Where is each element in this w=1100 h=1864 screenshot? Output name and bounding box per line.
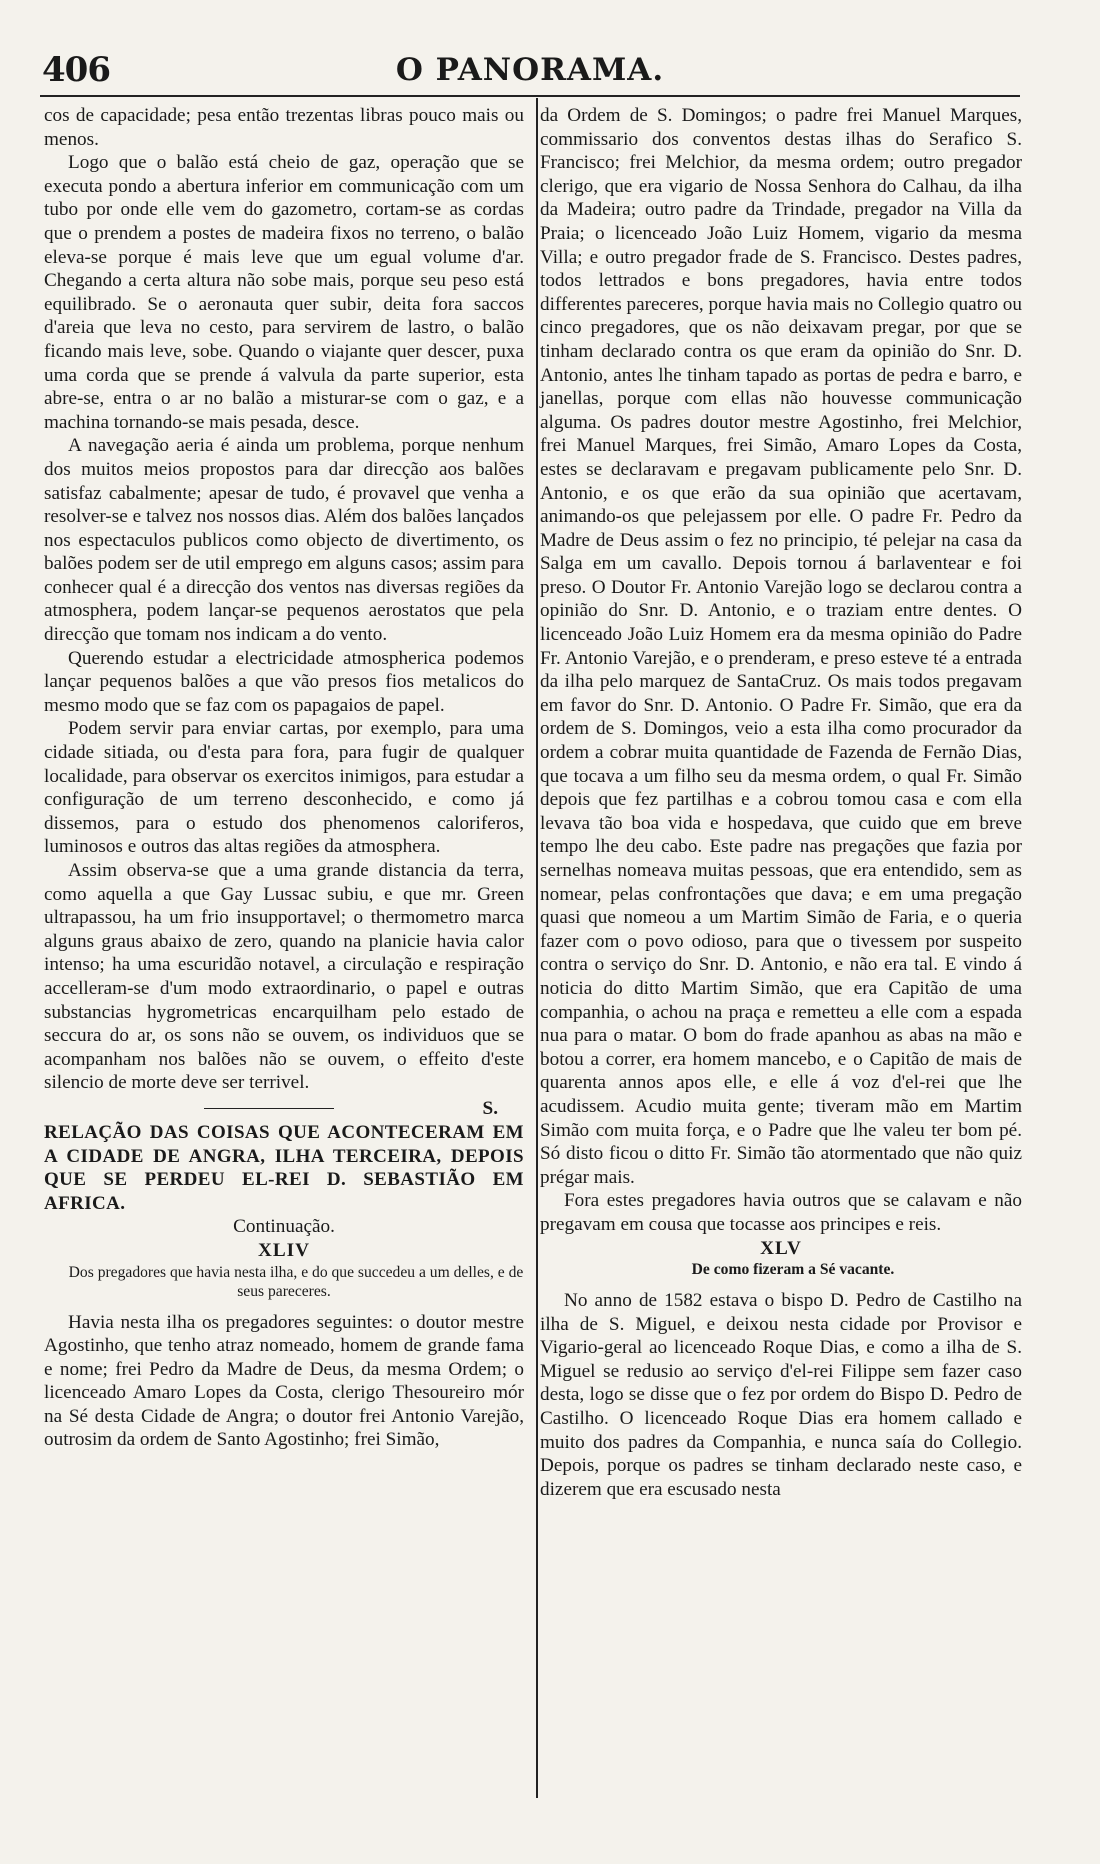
section-title: RELAÇÃO DAS COISAS QUE ACONTECERAM EM A CIDADE DE ANGRA, ILHA TERCEIRA, DEPOIS QUE SE PERDEU EL-REI D. SEBASTIÃO EM AFRICA.	[44, 1121, 524, 1214]
article-signature: S.	[482, 1098, 498, 1120]
chapter-number-xlv: XLV	[760, 1237, 802, 1259]
page-header	[40, 50, 1020, 96]
continuation-note: Continuação.	[233, 1216, 335, 1238]
paragraph: Querendo estudar a electricidade atmospherica podemos lançar pequenos balões a que vão presos fios metalicos do mesmo modo que se faz com os papagaios de papel.	[44, 647, 524, 716]
paragraph: Havia nesta ilha os pregadores seguintes: o doutor mestre Agostinho, que tenho atraz nomeado, homem de grande fama e nome; frei Pedro da Madre de Deus, da mesma Ordem; o licenceado Amaro Lopes da Costa, clerigo Thesoureiro mór na Sé desta Cidade de Angra; o doutor frei Antonio Varejão, outrosim da ordem de Santo Agostinho; frei Simão,	[44, 1311, 524, 1451]
paragraph: Logo que o balão está cheio de gaz, operação que se executa pondo a abertura inferior em communicação com um tubo por onde elle vem do gazometro, cortam-se as cordas que o prendem a postes de madeira fixos no terreno, o balão eleva-se porque é mais leve que um egual volume d'ar. Chegando a certa altura não sobe mais, porque seu peso está equilibrado. Se o aeronauta quer subir, deita fora saccos d'areia que leva no cesto, para servirem de lastro, o balão ficando mais leve, sobe. Quando o viajante quer descer, puxa uma corda que se prende á valvula da parte superior, esta abre-se, entra o ar no balão a misturar-se com o gaz, e a machina tornando-se mais pesada, desce.	[44, 152, 524, 433]
masthead-title: O PANORAMA.	[395, 52, 665, 88]
paragraph: No anno de 1582 estava o bispo D. Pedro de Castilho na ilha de S. Miguel, e deixou nesta cidade por Provisor e Vigario-geral ao licenceado Roque Dias, e como a ilha de S. Miguel se redusio ao serviço d'el-rei Filippe sem fazer caso desta, logo se disse que o fez por ordem do Bispo D. Pedro de Castilho. O licenceado Roque Dias era homem callado e muito dos padres da Companhia, e nunca saía do Collegio. Depois, porque os padres se tinham declarado neste caso, e dizerem que era escusado nesta	[540, 1290, 1022, 1500]
signature-rule	[204, 1108, 334, 1109]
right-column	[540, 104, 1022, 1501]
spacer	[540, 1279, 1022, 1289]
header-rule	[40, 95, 1020, 97]
paragraph: Assim observa-se que a uma grande distancia da terra, como aquella a que Gay Lussac subiu, e que mr. Green ultrapassou, ha um frio insupportavel; o thermometro marca alguns graus abaixo de zero, quando na planicie havia calor intenso; ha uma escuridão notavel, a circulação e respiração accelleram-se d'um modo extraordinario, o papel e outras substancias hygrometricas encarquilham pelo estado de seccura do ar, os sons não se ouvem, os individuos que se acompanham nos balões não se ouvem, o effeito d'este silencio de morte deve ser terrivel.	[44, 860, 524, 1094]
paragraph: da Ordem de S. Domingos; o padre frei Manuel Marques, commissario dos conventos destas ilhas do Serafico S. Francisco; frei Melchior, da mesma ordem; outro pregador clerigo, que era vigario de Nossa Senhora do Calhau, da ilha da Madeira; outro padre da Trindade, pregador na Villa da Praia; o licenceado João Luiz Homem, vigario da mesma Villa; e outro pregador frade de S. Francisco. Destes padres, todos lettrados e bons pregadores, havia entre todos differentes pareceres, porque havia mais no Collegio quatro ou cinco pregadores, que os não deixavam pregar, por que se tinham declarado contra os que eram da opinião do Snr. D. Antonio, antes lhe tinham tapado as portas de pedra e barro, e janellas, porque com ellas não houvesse communicação alguma. Os padres doutor mestre Agostinho, frei Melchior, frei Manuel Marques, frei Simão, Amaro Lopes da Costa, estes se declaravam e pregavam publicamente pelo Snr. D. Antonio, e os que erão da sua opinião que acertavam, animando-os que pelejassem por elle. O padre Fr. Pedro da Madre de Deus assim o fez no principio, té pelejar na casa da Salga em um cavallo. Depois tornou á barlaventear e foi preso. O Doutor Fr. Antonio Varejão logo se declarou contra a opinião do Snr. D. Antonio, e o traziam entre dentes. O licenceado João Luiz Homem era da mesma opinião do Padre Fr. Antonio Varejão, e o prenderam, e preso esteve té a entrada da ilha pelo marquez de SantaCruz. Os mais todos pregavam em favor do Snr. D. Antonio. O Padre Fr. Simão, que era da ordem de S. Domingos, veio a esta ilha como procurador da ordem a cobrar muita quantidade de Fazenda de Fernão Dias, que tocava a um filho seu da mesma ordem, o qual Fr. Simão depois que fez partilhas e a cobrou tomou casa e com ella levava tão boa vida e hospedava, que cuido que em breve tempo lhe deu cabo. Este padre nas pregações que fazia por sernelhas nomeava muitas pessoas, que era entendido, sem as nomear, pelas confrontações que dava; e em uma pregação quasi que nomeou a um Martim Simão de Faria, e o queria fazer com o povo odioso, para que o tivessem por suspeito contra o serviço do Snr. D. Antonio, e não era tal. E vindo á noticia do ditto Martim Simão, que era Capitão de uma companhia, o achou na praça e remetteu a elle com a espada nua para o matar. O bom do frade apanhou as abas na mão e botou a correr, era homem mancebo, e o Capitão de mais de quarenta annos apos elle, e elle á voz d'el-rei que lhe acudissem. Acudio muita gente; tiveram mão em Martim Simão com muita força, e o Padre que lhe valeu ter bom pé. Só disto ficou o ditto Fr. Simão tão atormentado que não quiz prégar mais.	[540, 105, 1022, 1188]
chapter-subtitle-xlv: De como fizeram a Sé vacante.	[691, 1261, 895, 1279]
signature-row	[44, 1097, 524, 1121]
paragraph: Fora estes pregadores havia outros que se calavam e não pregavam em cousa que tocasse aos principes e reis.	[540, 1190, 1022, 1235]
paragraph: Podem servir para enviar cartas, por exemplo, para uma cidade sitiada, ou d'esta para fora, para fugir de qualquer localidade, para observar os exercitos inimigos, para estudar a configuração de um terreno desconhecido, e como já dissemos, para o estudo dos phenomenos caloriferos, luminosos e outros das altas regiões da atmosphera.	[44, 718, 524, 858]
left-column	[44, 104, 524, 1452]
paragraph: A navegação aeria é ainda um problema, porque nenhum dos muitos meios propostos para dar direcção aos balões satisfaz cabalmente; apesar de tudo, é provavel que venha a resolver-se e talvez nos nossos dias. Além dos balões lançados nos espectaculos publicos como objecto de divertimento, os balões podem ser de util emprego em alguns casos; assim para conhecer qual é a direcção dos ventos nas diversas regiões da atmosphera, podem lançar-se pequenos aerostatos que pela direcção que tomam nos indicam a do vento.	[44, 435, 524, 646]
page-number: 406	[42, 50, 110, 90]
chapter-number-xliv: XLIV	[258, 1239, 310, 1261]
paragraph: cos de capacidade; pesa então trezentas libras pouco mais ou menos.	[44, 105, 524, 150]
spacer	[44, 1301, 524, 1311]
column-divider	[536, 98, 538, 1798]
chapter-subtitle-xliv: Dos pregadores que havia nesta ilha, e do que succedeu a um delles, e de seus pareceres.	[68, 1263, 524, 1300]
